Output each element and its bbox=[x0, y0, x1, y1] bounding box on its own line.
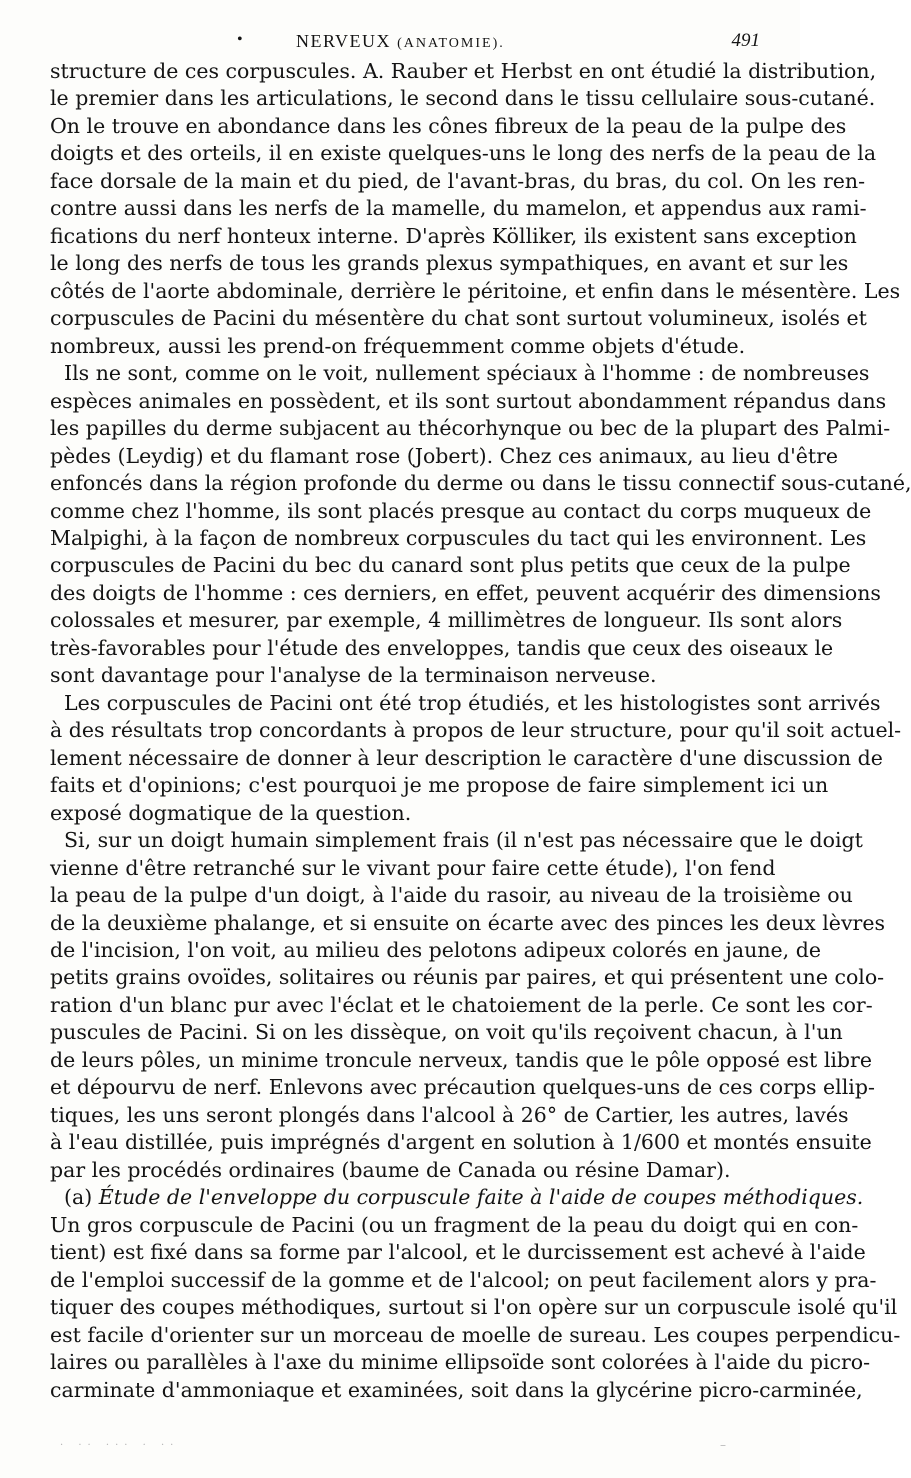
text-line: la peau de la pulpe d'un doigt, à l'aide du rasoir, au niveau de la troisième ou bbox=[50, 883, 853, 908]
paragraph-start-line: Ils ne sont, comme on le voit, nullement spéciaux à l'homme : de nombreuses bbox=[64, 361, 870, 386]
print-artifact: · ·· ··· · ·· bbox=[60, 1440, 180, 1451]
text-line: le long des nerfs de tous les grands plexus sympathiques, en avant et sur les bbox=[50, 251, 849, 276]
text-line: structure de ces corpuscules. A. Rauber et Herbst en ont étudié la distribution, bbox=[50, 59, 877, 83]
text-line: puscules de Pacini. Si on les dissèque, on voit qu'ils reçoivent chacun, à l'un bbox=[50, 1020, 843, 1045]
text-line: et dépourvu de nerf. Enlevons avec précaution quelques-uns de ces corps ellip- bbox=[50, 1075, 875, 1100]
text-line: très-favorables pour l'étude des enveloppes, tandis que ceux des oiseaux le bbox=[50, 635, 834, 660]
running-title-word: NERVEUX bbox=[296, 31, 392, 51]
text-line: tiques, les uns seront plongés dans l'alcool à 26° de Cartier, les autres, lavés bbox=[50, 1102, 849, 1127]
body-text bbox=[50, 58, 911, 1404]
text-line: sont davantage pour l'analyse de la terminaison nerveuse. bbox=[50, 663, 657, 688]
text-line: à des résultats trop concordants à propos de leur structure, pour qu'il soit actuel- bbox=[50, 718, 902, 743]
page-number: 491 bbox=[731, 30, 760, 51]
print-artifact: – bbox=[720, 1438, 726, 1452]
paragraph-start-line: Les corpuscules de Pacini ont été trop étudiés, et les histologistes sont arrivés bbox=[64, 690, 881, 715]
text-line: les papilles du derme subjacent au thécorhynque ou bec de la plupart des Palmi- bbox=[50, 416, 891, 441]
text-line: exposé dogmatique de la question. bbox=[50, 800, 412, 825]
text-line: de l'emploi successif de la gomme et de l'alcool; on peut facilement alors y pra- bbox=[50, 1267, 877, 1292]
text-line: fications du nerf honteux interne. D'après Kölliker, ils existent sans exception bbox=[50, 223, 857, 248]
text-line: carminate d'ammoniaque et examinées, soit dans la glycérine picro-carminée, bbox=[50, 1377, 863, 1402]
text-line: le premier dans les articulations, le second dans le tissu cellulaire sous-cutané. bbox=[50, 86, 876, 111]
text-line: laires ou parallèles à l'axe du minime ellipsoïde sont colorées à l'aide du picro- bbox=[50, 1350, 871, 1375]
text-line: nombreux, aussi les prend-on fréquemment comme objets d'étude. bbox=[50, 333, 746, 358]
text-line: ration d'un blanc pur avec l'éclat et le chatoiement de la perle. Ce sont les cor- bbox=[50, 992, 873, 1017]
text-line: petits grains ovoïdes, solitaires ou réunis par paires, et qui présentent une colo- bbox=[50, 965, 885, 990]
section-marker: (a) bbox=[64, 1185, 93, 1210]
text-line: à l'eau distillée, puis imprégnés d'argent en solution à 1/600 et montés ensuite bbox=[50, 1130, 872, 1155]
text-line: Malpighi, à la façon de nombreux corpuscules du tact qui les environnent. Les bbox=[50, 525, 867, 550]
text-line: tient) est fixé dans sa forme par l'alcool, et le durcissement est achevé à l'aide bbox=[50, 1240, 866, 1265]
text-line: espèces animales en possèdent, et ils sont surtout abondamment répandus dans bbox=[50, 388, 887, 413]
text-line: de la deuxième phalange, et si ensuite on écarte avec des pinces les deux lèvres bbox=[50, 910, 885, 935]
text-line: faits et d'opinions; c'est pourquoi je me propose de faire simplement ici un bbox=[50, 773, 829, 798]
head-bullet: • bbox=[237, 31, 243, 48]
text-line: tiquer des coupes méthodiques, surtout si l'on opère sur un corpuscule isolé qu'il bbox=[50, 1295, 898, 1320]
running-head bbox=[0, 30, 800, 54]
text-line: comme chez l'homme, ils sont placés presque au contact du corps muqueux de bbox=[50, 498, 872, 523]
text-line: lement nécessaire de donner à leur description le caractère d'une discussion de bbox=[50, 745, 883, 770]
section-heading-line bbox=[50, 1184, 864, 1211]
text-line: doigts et des orteils, il en existe quelques-uns le long des nerfs de la peau de la bbox=[50, 141, 877, 166]
text-line: contre aussi dans les nerfs de la mamelle, du mamelon, et appendus aux rami- bbox=[50, 196, 867, 221]
text-line: par les procédés ordinaires (baume de Canada ou résine Damar). bbox=[50, 1157, 731, 1182]
text-line: corpuscules de Pacini du bec du canard sont plus petits que ceux de la pulpe bbox=[50, 553, 851, 578]
running-title-paren: (ANATOMIE). bbox=[397, 36, 505, 51]
text-line: de l'incision, l'on voit, au milieu des pelotons adipeux colorés en jaune, de bbox=[50, 938, 821, 962]
text-line: corpuscules de Pacini du mésentère du chat sont surtout volumineux, isolés et bbox=[50, 306, 867, 331]
text-line: On le trouve en abondance dans les cônes fibreux de la peau de la pulpe des bbox=[50, 113, 847, 138]
paragraph-start-line: Si, sur un doigt humain simplement frais (il n'est pas nécessaire que le doigt bbox=[64, 828, 863, 853]
text-line: de leurs pôles, un minime troncule nerveux, tandis que le pôle opposé est libre bbox=[50, 1047, 872, 1072]
text-line: colossales et mesurer, par exemple, 4 millimètres de longueur. Ils sont alors bbox=[50, 608, 843, 633]
text-line: est facile d'orienter sur un morceau de moelle de sureau. Les coupes perpendicu- bbox=[50, 1322, 901, 1347]
text-line: face dorsale de la main et du pied, de l'avant-bras, du bras, du col. On les ren- bbox=[50, 168, 866, 193]
text-line: côtés de l'aorte abdominale, derrière le péritoine, et enfin dans le mésentère. Les bbox=[50, 278, 901, 303]
text-line: des doigts de l'homme : ces derniers, en effet, peuvent acquérir des dimensions bbox=[50, 580, 881, 605]
section-title: Étude de l'enveloppe du corpuscule faite à l'aide de coupes méthodiques. bbox=[98, 1185, 864, 1210]
text-line: enfoncés dans la région profonde du derme ou dans le tissu connectif sous-cutané, bbox=[50, 471, 911, 496]
text-line: pèdes (Leydig) et du flamant rose (Jobert). Chez ces animaux, au lieu d'être bbox=[50, 443, 839, 468]
text-line: vienne d'être retranché sur le vivant pour faire cette étude), l'on fend bbox=[50, 855, 776, 880]
running-title bbox=[296, 30, 505, 55]
text-line: Un gros corpuscule de Pacini (ou un fragment de la peau du doigt qui en con- bbox=[50, 1212, 859, 1237]
